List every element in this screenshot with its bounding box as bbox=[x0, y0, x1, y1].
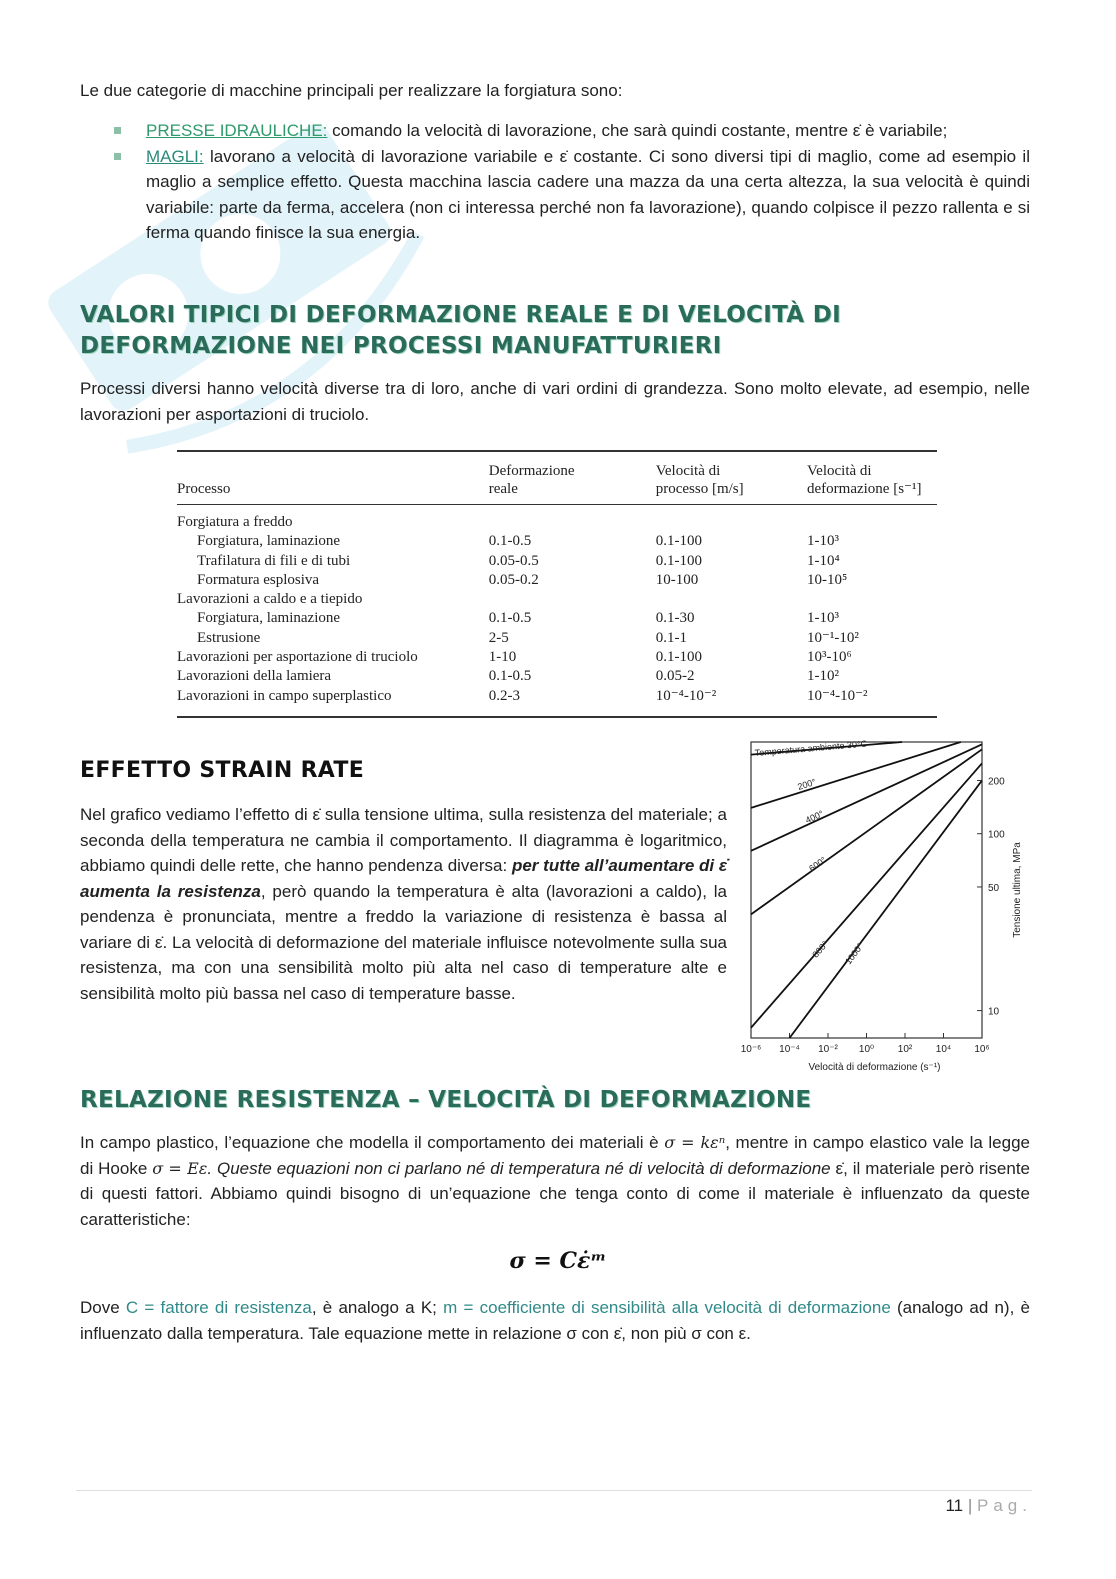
equation-plastic: σ = kεⁿ bbox=[664, 1133, 726, 1152]
table-cell: 10⁻⁴-10⁻² bbox=[807, 687, 868, 704]
x-tick-label: 10⁻⁶ bbox=[740, 1044, 762, 1055]
intro-text: Le due categorie di macchine principali per realizzare la forgiatura sono: bbox=[80, 81, 623, 100]
footer-divider bbox=[76, 1490, 1032, 1491]
highlight-text: per tutte all’aumentare di ε̇ aumenta la resistenza bbox=[80, 856, 728, 901]
table-cell: Lavorazioni della lamiera bbox=[177, 668, 332, 685]
x-tick-label: 10⁻² bbox=[818, 1044, 838, 1055]
table-cell: 0.05-0.5 bbox=[488, 552, 539, 569]
table-cell bbox=[656, 505, 807, 533]
series-label: 800° bbox=[810, 938, 831, 960]
y-tick-label: 10 bbox=[988, 1006, 1000, 1018]
series-label: 200° bbox=[796, 776, 818, 792]
section1-text: Processi diversi hanno velocità diverse tra di loro, anche di vari ordini di grandezza. Sono molto elevate, ad esempio, nelle lavorazioni per asportazioni di truciolo. bbox=[80, 379, 1030, 424]
table-row bbox=[177, 590, 937, 609]
x-tick-label: 10² bbox=[897, 1044, 913, 1055]
strain-rate-chart bbox=[740, 738, 1034, 1083]
table-cell: 10-100 bbox=[655, 571, 699, 588]
col-velocita-processo: Velocità di processo [m/s] bbox=[655, 463, 744, 497]
page-label: Pag. bbox=[977, 1496, 1032, 1515]
page-footer: 11 | Pag. bbox=[945, 1496, 1032, 1515]
table-cell: 1-10⁴ bbox=[807, 552, 840, 569]
table-row bbox=[177, 629, 937, 648]
table-cell: 0.1-0.5 bbox=[488, 533, 532, 550]
y-tick-label: 100 bbox=[988, 829, 1005, 841]
table-cell: 0.2-3 bbox=[488, 687, 520, 704]
section3-definition: Dove C = fattore di resistenza, è analogo a K; m = coefficiente di sensibilità alla velocità di deformazione (analogo ad n), è influenzato dalla temperatura. Tale equazione mette in relazione σ con ε̇, non più σ con ε. bbox=[80, 1298, 1030, 1343]
table-cell bbox=[807, 505, 937, 533]
main-formula: σ = Cε̇ᵐ bbox=[509, 1248, 607, 1274]
table-row bbox=[177, 648, 937, 667]
series-line bbox=[751, 763, 982, 1027]
x-tick-label: 10⁻⁴ bbox=[779, 1044, 800, 1055]
table-cell bbox=[489, 505, 656, 533]
definition-m: m = coefficiente di sensibilità alla velocità di deformazione bbox=[443, 1298, 891, 1317]
table-cell: 0.1-30 bbox=[655, 610, 695, 627]
bullet-icon bbox=[114, 127, 121, 134]
table-cell: Forgiatura a freddo bbox=[177, 514, 293, 530]
table-cell: Formatura esplosiva bbox=[197, 571, 320, 588]
table-cell: Lavorazioni a caldo e a tiepido bbox=[177, 591, 363, 608]
table-cell: 0.1-100 bbox=[655, 649, 702, 666]
y-axis-label: Tensione ultima, MPa bbox=[1012, 842, 1023, 938]
section-heading-relazione: RELAZIONE RESISTENZA – VELOCITÀ DI DEFORMAZIONE bbox=[80, 1087, 812, 1113]
col-processo: Processo bbox=[177, 481, 231, 497]
section-heading-valori: VALORI TIPICI DI DEFORMAZIONE REALE E DI VELOCITÀ DI DEFORMAZIONE NEI PROCESSI MANUFATTURIERI bbox=[80, 302, 841, 359]
table-row bbox=[177, 505, 937, 533]
table-cell: 0.1-100 bbox=[655, 533, 702, 550]
table-row bbox=[177, 532, 937, 551]
table-cell: 10⁻¹-10² bbox=[807, 629, 859, 646]
table-cell bbox=[489, 590, 656, 609]
series-line bbox=[751, 749, 982, 914]
y-tick-label: 200 bbox=[988, 776, 1005, 788]
series-label: Temperatura ambiente 30°C bbox=[754, 738, 868, 758]
table-cell: 10-10⁵ bbox=[807, 571, 848, 588]
table-cell: Lavorazioni in campo superplastico bbox=[177, 687, 392, 704]
table-cell: 0.05-2 bbox=[655, 668, 695, 685]
x-tick-label: 10⁶ bbox=[974, 1044, 990, 1055]
table-cell: 2-5 bbox=[488, 629, 509, 646]
table-cell: 10⁻⁴-10⁻² bbox=[655, 687, 717, 704]
machine-list bbox=[80, 118, 1030, 246]
section3-text: In campo plastico, l’equazione che modella il comportamento dei materiali è σ = kεⁿ, mentre in campo elastico vale la legge di Hooke σ = Eε. Queste equazioni non ci parlano né di temperatura né di velocità di deformazione ε̇, il materiale però risente di questi fattori. Abbiamo quindi bisogno di un’equazione che tenga conto di come il materiale è influenzato da queste caratteristiche: bbox=[80, 1133, 1031, 1229]
table-cell: Lavorazioni per asportazione di truciolo bbox=[177, 649, 418, 666]
section-heading-strain-rate: EFFETTO STRAIN RATE bbox=[80, 758, 365, 783]
table-cell: 1-10 bbox=[488, 649, 517, 666]
definition-c: C = fattore di resistenza bbox=[125, 1298, 312, 1317]
table-cell: 1-10² bbox=[807, 668, 839, 685]
list-item-presse: PRESSE IDRAULICHE: comando la velocità di lavorazione, che sarà quindi costante, mentre ε̇ è variabile; bbox=[80, 118, 1030, 144]
table-row bbox=[177, 609, 937, 628]
table-cell: 0.1-0.5 bbox=[488, 668, 532, 685]
series-label: 1000° bbox=[843, 941, 866, 967]
table-cell: Trafilatura di fili e di tubi bbox=[197, 552, 351, 569]
y-tick-label: 50 bbox=[988, 882, 1000, 894]
page-number: 11 bbox=[945, 1496, 964, 1515]
table-cell: 0.1-0.5 bbox=[488, 610, 532, 627]
table-row bbox=[177, 687, 937, 717]
table-cell: Forgiatura, laminazione bbox=[197, 533, 341, 550]
table-row bbox=[177, 667, 937, 686]
table-cell bbox=[807, 590, 937, 609]
x-tick-label: 10⁰ bbox=[858, 1044, 875, 1055]
bullet-icon bbox=[114, 153, 121, 160]
table-cell bbox=[656, 590, 807, 609]
table-row bbox=[177, 552, 937, 571]
x-tick-label: 10⁴ bbox=[935, 1044, 952, 1055]
table-cell: 10³-10⁶ bbox=[807, 649, 852, 666]
term-presse: PRESSE IDRAULICHE: bbox=[146, 121, 328, 140]
series-label: 600° bbox=[807, 854, 829, 874]
term-magli: MAGLI: bbox=[146, 146, 204, 166]
table-cell: Forgiatura, laminazione bbox=[197, 610, 341, 627]
table-cell: 1-10³ bbox=[807, 610, 839, 627]
table-cell: 1-10³ bbox=[807, 533, 839, 550]
series-label: 400° bbox=[803, 808, 825, 826]
col-deformazione: Deformazione reale bbox=[488, 463, 575, 497]
x-axis-label: Velocità di deformazione (s⁻¹) bbox=[808, 1062, 941, 1073]
table-header bbox=[177, 451, 937, 505]
table-cell: Estrusione bbox=[197, 629, 261, 646]
table-cell: 0.1-100 bbox=[655, 552, 702, 569]
col-velocita-deformazione: Velocità di deformazione [s⁻¹] bbox=[807, 463, 922, 497]
table-cell: 0.05-0.2 bbox=[488, 571, 539, 588]
list-item-magli: MAGLI: lavorano a velocità di lavorazione variabile e ε̇ costante. Ci sono diversi tipi di maglio, come ad esempio il maglio a semplice effetto. Questa macchina lascia cadere una mazza da una certa altezza, la sua velocità è quindi variabile: parte da ferma, accelera (non ci interessa perché non fa lavorazione), quando colpisce il pezzo rallenta e si ferma quando finisce la sua energia. bbox=[80, 144, 1030, 246]
section2-text: Nel grafico vediamo l’effetto di ε̇ sulla tensione ultima, sulla resistenza del materiale; a seconda della temperatura ne cambia il comportamento. Il diagramma è logaritmico, abbiamo quindi delle rette, che hanno pendenza diversa: per tutte all’aumentare di ε̇ aumenta la resistenza, però quando la temperatura è alta (lavorazioni a caldo), la pendenza è pronunciata, mentre a freddo la variazione di resistenza è bassa al variare di ε̇. La velocità di deformazione del materiale influisce notevolmente sulla sua resistenza, ma con una sensibilità molto più alta nel caso di temperature alte e sensibilità molto più bassa nel caso di temperature basse. bbox=[80, 805, 728, 1003]
table-cell: 0.1-1 bbox=[655, 629, 687, 646]
table-row bbox=[177, 571, 937, 590]
process-table bbox=[177, 450, 937, 718]
equation-hooke: σ = Eε bbox=[152, 1158, 208, 1178]
